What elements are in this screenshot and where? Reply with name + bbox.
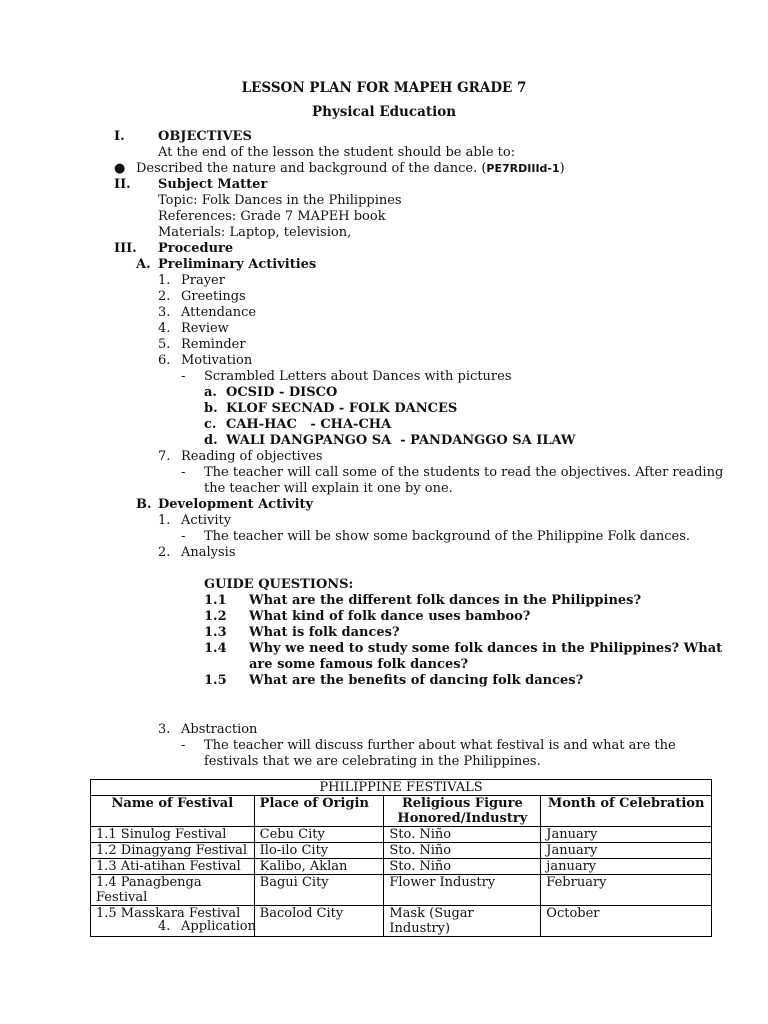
question-number: 1.5 — [204, 673, 227, 688]
question-number: 1.4 — [204, 641, 227, 656]
bullet-icon: ● — [114, 161, 126, 176]
table-caption: PHILIPPINE FESTIVALS — [91, 780, 712, 796]
scramble-item: OCSID - DISCO — [226, 385, 338, 400]
table-cell: 1.4 Panagbenga Festival — [91, 875, 255, 906]
list-item-prayer: Prayer — [181, 273, 225, 288]
column-header: Name of Festival — [91, 796, 255, 827]
guide-questions-heading: GUIDE QUESTIONS: — [204, 577, 354, 592]
table-cell: 1.1 Sinulog Festival — [91, 827, 255, 843]
table-cell: Bacolod City — [254, 906, 384, 937]
table-cell: Kalibo, Aklan — [254, 859, 384, 875]
document-title: LESSON PLAN FOR MAPEH GRADE 7 — [241, 80, 527, 96]
list-item-attendance: Attendance — [181, 305, 257, 320]
scramble-letter: b. — [204, 401, 218, 416]
objectives-heading: OBJECTIVES — [158, 129, 252, 144]
list-number: 2. — [158, 545, 171, 560]
scramble-letter: c. — [204, 417, 217, 432]
dash-marker: - — [181, 529, 186, 544]
question-text: Why we need to study some folk dances in the Philippines? What — [249, 641, 723, 656]
list-item-analysis: Analysis — [181, 545, 236, 560]
list-item-abstraction: Abstraction — [181, 722, 258, 737]
list-item-reminder: Reminder — [181, 337, 246, 352]
question-text: What are the different folk dances in the Philippines? — [249, 593, 642, 608]
table-row — [91, 875, 712, 906]
scramble-item: KLOF SECNAD - FOLK DANCES — [226, 401, 458, 416]
procedure-heading: Procedure — [158, 241, 234, 256]
list-item-application: Application — [181, 919, 256, 934]
table-cell: january — [541, 859, 712, 875]
competency-code: PE7RDIIId-1 — [486, 162, 560, 175]
list-number: 6. — [158, 353, 171, 368]
table-cell: Cebu City — [254, 827, 384, 843]
table-cell: Sto. Niño — [384, 827, 541, 843]
section-number-3: III. — [114, 241, 137, 256]
table-cell: Sto. Niño — [384, 843, 541, 859]
column-header: Place of Origin — [254, 796, 384, 827]
table-row — [91, 827, 712, 843]
table-cell: Mask (Sugar Industry) — [384, 906, 541, 937]
list-number: 1. — [158, 273, 171, 288]
list-number: 3. — [158, 722, 171, 737]
subsection-a-label: A. — [136, 257, 151, 272]
question-number: 1.2 — [204, 609, 227, 624]
dash-marker: - — [181, 738, 186, 753]
list-number: 1. — [158, 513, 171, 528]
dash-marker: - — [181, 465, 186, 480]
development-heading: Development Activity — [158, 497, 314, 512]
scramble-letter: a. — [204, 385, 217, 400]
table-cell: February — [541, 875, 712, 906]
table-row — [91, 843, 712, 859]
question-number: 1.3 — [204, 625, 227, 640]
list-item-activity: Activity — [181, 513, 232, 528]
abstraction-text: The teacher will discuss further about what festival is and what are the — [204, 738, 676, 753]
objective-item — [136, 161, 565, 177]
list-number: 4. — [158, 919, 171, 934]
scramble-item: CAH-HAC - CHA-CHA — [226, 417, 392, 432]
table-cell: January — [541, 843, 712, 859]
list-item-reading-objectives: Reading of objectives — [181, 449, 323, 464]
list-item-review: Review — [181, 321, 229, 336]
reading-objectives-text: The teacher will call some of the students to read the objectives. After reading — [204, 465, 724, 480]
table-cell: Bagui City — [254, 875, 384, 906]
list-number: 7. — [158, 449, 171, 464]
table-cell: 1.5 Masskara Festival — [91, 906, 255, 937]
table-cell: Ilo-ilo City — [254, 843, 384, 859]
list-number: 5. — [158, 337, 171, 352]
list-item-greetings: Greetings — [181, 289, 246, 304]
table-cell: Flower Industry — [384, 875, 541, 906]
subject-materials: Materials: Laptop, television, — [158, 225, 352, 240]
festivals-table — [90, 779, 712, 937]
table-cell: 1.2 Dinagyang Festival — [91, 843, 255, 859]
list-item-motivation: Motivation — [181, 353, 253, 368]
subject-references: References: Grade 7 MAPEH book — [158, 209, 386, 224]
activity-text: The teacher will be show some background of the Philippine Folk dances. — [204, 529, 690, 544]
list-number: 4. — [158, 321, 171, 336]
motivation-text: Scrambled Letters about Dances with pictures — [204, 369, 512, 384]
list-number: 3. — [158, 305, 171, 320]
preliminary-heading: Preliminary Activities — [158, 257, 317, 272]
question-text: What are the benefits of dancing folk dances? — [249, 673, 584, 688]
question-text: What is folk dances? — [249, 625, 400, 640]
column-header: Religious Figure Honored/Industry — [384, 796, 541, 827]
subject-topic: Topic: Folk Dances in the Philippines — [158, 193, 402, 208]
section-number-1: I. — [114, 129, 125, 144]
abstraction-text-cont: festivals that we are celebrating in the Philippines. — [204, 754, 541, 769]
objectives-intro: At the end of the lesson the student should be able to: — [158, 145, 516, 160]
objective-text: Described the nature and background of the dance. ( — [136, 161, 487, 176]
question-text-cont: are some famous folk dances? — [249, 657, 469, 672]
question-number: 1.1 — [204, 593, 227, 608]
column-header: Month of Celebration — [541, 796, 712, 827]
question-text: What kind of folk dance uses bamboo? — [249, 609, 531, 624]
list-number: 2. — [158, 289, 171, 304]
table-cell: 1.3 Ati-atihan Festival — [91, 859, 255, 875]
scramble-letter: d. — [204, 433, 218, 448]
scramble-item: WALI DANGPANGO SA - PANDANGGO SA ILAW — [226, 433, 576, 448]
document-subtitle: Physical Education — [311, 104, 457, 120]
subsection-b-label: B. — [136, 497, 152, 512]
objective-close: ) — [559, 161, 565, 176]
table-caption-row — [91, 780, 712, 796]
reading-objectives-text-cont: the teacher will explain it one by one. — [204, 481, 453, 496]
section-number-2: II. — [114, 177, 131, 192]
table-cell: October — [541, 906, 712, 937]
dash-marker: - — [181, 369, 186, 384]
table-header-row — [91, 796, 712, 827]
table-row — [91, 859, 712, 875]
table-cell: January — [541, 827, 712, 843]
subject-heading: Subject Matter — [158, 177, 268, 192]
table-cell: Sto. Niño — [384, 859, 541, 875]
